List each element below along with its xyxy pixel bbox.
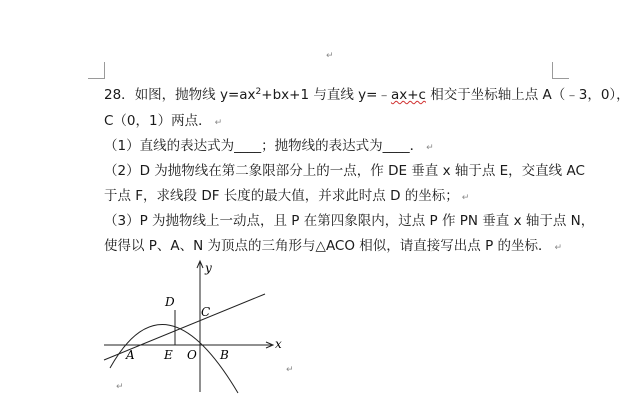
- label-x: x: [275, 337, 282, 351]
- line3-text: （1）直线的表达式为____；抛物线的表达式为____．: [104, 138, 424, 154]
- label-A: A: [126, 348, 135, 362]
- line5-text: 于点 F，求线段 DF 长度的最大值，并求此时点 D 的坐标；: [104, 188, 459, 204]
- paragraph-mark: ↵: [326, 51, 334, 61]
- spellcheck-underlined-text: ax+c: [390, 87, 426, 103]
- line6-text: （3）P 为抛物线上一动点，且 P 在第四象限内，过点 P 作 PN 垂直 x 轴于点 N，: [104, 213, 595, 229]
- label-C: C: [201, 305, 211, 319]
- paragraph-mark: ↵: [461, 193, 470, 203]
- label-E: E: [164, 348, 173, 362]
- line4-text: （2）D 为抛物线在第二象限部分上的一点，作 DE 垂直 x 轴于点 E，交直线 AC: [104, 163, 585, 179]
- paragraph-mark: ↵: [554, 243, 563, 253]
- superscript-2: 2: [255, 87, 262, 97]
- paragraph-mark: ↵: [214, 118, 223, 128]
- line1-text-b: +bx+1 与直线 y=﹣: [261, 87, 391, 103]
- paragraph-mark: ↵: [286, 365, 294, 375]
- problem-number: 28．: [104, 87, 135, 103]
- label-B: B: [220, 348, 229, 362]
- label-y: y: [205, 261, 212, 275]
- line2-text: C（0，1）两点．: [104, 113, 212, 129]
- paragraph-mark: ↵: [426, 143, 434, 153]
- line7-text: 使得以 P、A、N 为顶点的三角形与△ACO 相似，请直接写出点 P 的坐标．: [104, 238, 552, 254]
- label-O: O: [187, 348, 197, 362]
- line1-text-c: 相交于坐标轴上点 A（﹣3，0），: [425, 87, 630, 103]
- label-D: D: [165, 295, 175, 309]
- paragraph-mark: ↵: [116, 382, 124, 392]
- line1-text-a: 如图，抛物线 y=ax: [134, 87, 256, 103]
